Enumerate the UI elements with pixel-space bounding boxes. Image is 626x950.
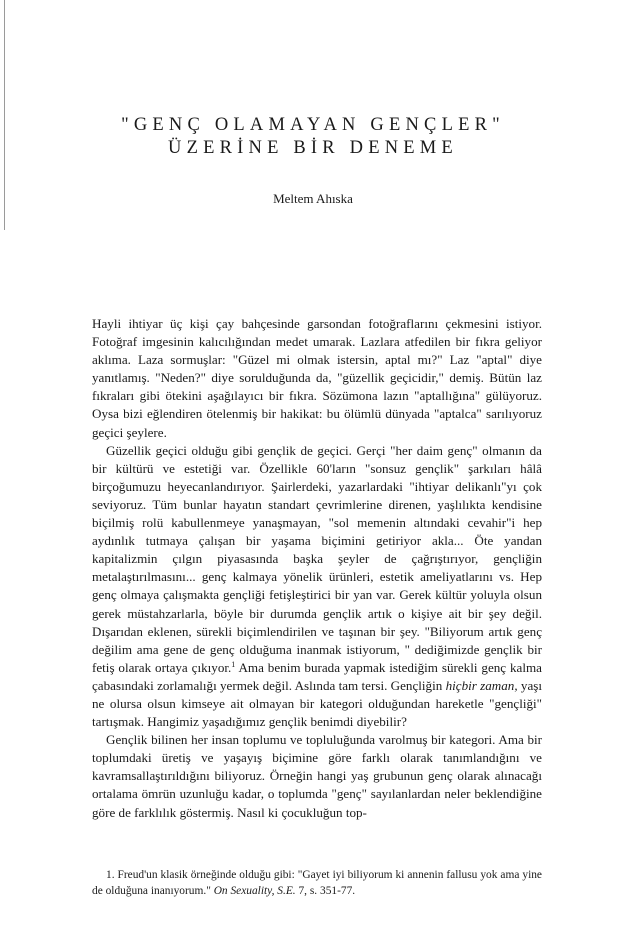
- author-name: Meltem Ahıska: [273, 191, 353, 206]
- article-title-line-1: "GENÇ OLAMAYAN GENÇLER": [121, 115, 505, 135]
- paragraph-2-part-b: Ama benim burada yapmak istediğim sürekli genç kalma çabasındaki zorlamalığı yermek değil. Aslında tam tersi. Gençliğin: [92, 659, 542, 693]
- paragraph-2-part-a: Güzellik geçici olduğu gibi gençlik de geçici. Gerçi "her daim genç" olmanın da bir kültürü ve estetiği var. Özellikle 60'ların "sonsuz gençlik" şarkıları hâlâ birçoğumuzu heyecanlandırıyor. Şairlerdeki, yazarlardaki "ihtiyar delikanlı"yı çok seviyoruz. Tüm bunlar hayatın standart çevrimlerine direnen, yaşlılıkta kendisine biçilmiş rolü kabullenmeye yanaşmayan, "sol memenin altındaki cevahir"i hep aydınlık tutmaya çalışan bir yaşama biçimini getiriyor akla... Öte yandan kapitalizmin çılgın piyasasında başka şeyler de çağrıştırıyor, gençliğin metalaştırılmasını... genç kalmaya yönelik ürünleri, estetik ameliyatlarını vs. Hep genç olmaya çalışmakta gençliği fetişleştirici bir yan var. Gerek kültür yoluyla olsun gerek müstahzarlarla, böyle bir durumda gençlik artık o kişiye ait bir şey değil. Dışarıdan eklenen, sürekli biçimlendirilen ve taşınan bir şey. "Biliyorum artık genç değilim ama gene de genç olduğuma inanmak istiyorum, " dediğimizde gençlik bir fetiş olarak ortaya çıkıyor.: [92, 442, 542, 675]
- paragraph-2-part-c: yaşı ne olursa olsun kimseye ait olmayan bir kategori olduğundan hareketle "gençliği" tartışmak. Hangimiz yaşadığımız gençlik benimdi diyebilir?: [92, 677, 543, 730]
- article-body: [92, 315, 542, 822]
- paragraph-2-emphasis: hiçbir zaman,: [445, 677, 518, 693]
- footnote: [92, 867, 542, 899]
- article-title-line-2: ÜZERİNE BİR DENEME: [168, 138, 458, 158]
- paragraph-1: Hayli ihtiyar üç kişi çay bahçesinde garsondan fotoğraflarını çekmesini istiyor. Fotoğraf imgesinin kalıcılığından medet umarak. Lazlara atfedilen bir fıkra geliyor aklıma. Laza sormuşlar: "Güzel mi olmak istersin, aptal mı?" Laz "aptal" diye yanıtlamış. "Neden?" diye sorulduğunda da, "güzellik geçicidir," demiş. Bütün laz fıkraları gibi ötekini aşağılayıcı bir fıkra. Sözümona lazın "aptallığına" gülüyoruz. Oysa bizi eğlendiren ötelenmiş bir hakikat: bu ölümlü dünyada "aptalca" sarılıyoruz geçici şeylere.: [92, 316, 542, 440]
- footnote-marker: 1: [231, 659, 236, 669]
- footnote-text-b: 7, s. 351-77.: [295, 885, 356, 897]
- footnote-text-a: 1. Freud'un klasik örneğinde olduğu gibi: "Gayet iyi biliyorum ki annenin fallusu yok ama yine de olduğuna inanıyorum.": [92, 869, 542, 897]
- paragraph-3: Gençlik bilinen her insan toplumu ve topluluğunda varolmuş bir kategori. Ama bir toplumdaki üretiş ve yaşayış biçimine göre farklı olarak tanımlandığını ve kavramsallaştırıldığını biliyoruz. Örneğin hangi yaş grubunun genç olarak alınacağı ortalama ömrün uzunluğu kadar, o toplumda "genç" sayılanlardan neler beklendiğine göre de farklılık göstermiş. Nasıl ki çocukluğun top-: [92, 732, 542, 820]
- footnote-citation: On Sexuality, S.E.: [213, 885, 296, 897]
- footnote-1: [92, 867, 542, 899]
- paragraph-2: [92, 442, 542, 732]
